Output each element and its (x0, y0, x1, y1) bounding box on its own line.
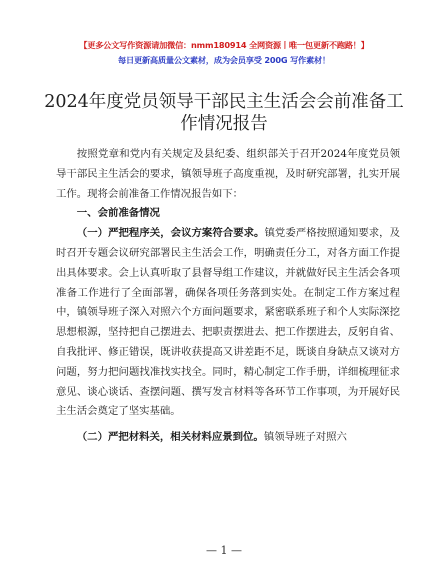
section-heading: 一、会前准备情况 (76, 207, 160, 220)
paragraph-1-body: 镇党委严格按照通知要求，及时召开专题会议研究部署民主生活会工作，明确责任分工，对各方面工作提出具体要求。会上认真听取了县督导组工作建议，并就做好民主生活会各项准备工作进行了全面部署，确保各项任务落到实处。在制定工作方案过程中，镇领导班子深入对照六个方面问题要求，紧密联系班子和个人实际深挖思想根源，坚持把自己摆进去、把职责摆进去、把工作摆进去，反躬自省、自我批评、修正错误，既讲收获提高又讲差距不足，既谈自身缺点又谈对方问题，努力把问题找准找实找全。同时，精心制定工作手册，详细梳理征求意见、谈心谈话、查摆问题、撰写发言材料等各环节工作事项，为开展好民主生活会奠定了坚实基础。 (56, 227, 400, 418)
paragraph-2-body: 镇领导班子对照六 (263, 431, 347, 444)
document-title: 2024年度党员领导干部民主生活会会前准备工作情况报告 (44, 92, 404, 134)
intro-paragraph: 按照党章和党内有关规定及县纪委、组织部关于召开2024年度党员领导干部民主生活会的要求，镇领导班子高度重视，及时研究部署，扎实开展工作。现将会前准备工作情况报告如下： (56, 148, 400, 200)
promo-banner-line1: 【更多公文写作资源请加微信：nmm180914 全网资源丨唯一包更新不跑路！】 (79, 40, 369, 50)
paragraph-1 (56, 224, 400, 422)
paragraph-2-lead: （二）严把材料关，相关材料应景到位。 (76, 431, 264, 444)
promo-banner-line2: 每日更新高质量公文素材，成为会员享受 200G 写作素材！ (117, 55, 331, 65)
page-number: — 1 — (206, 544, 242, 557)
document-body (56, 145, 400, 448)
paragraph-2 (56, 428, 400, 448)
paragraph-1-lead: （一）严把程序关，会议方案符合要求。 (76, 227, 265, 240)
